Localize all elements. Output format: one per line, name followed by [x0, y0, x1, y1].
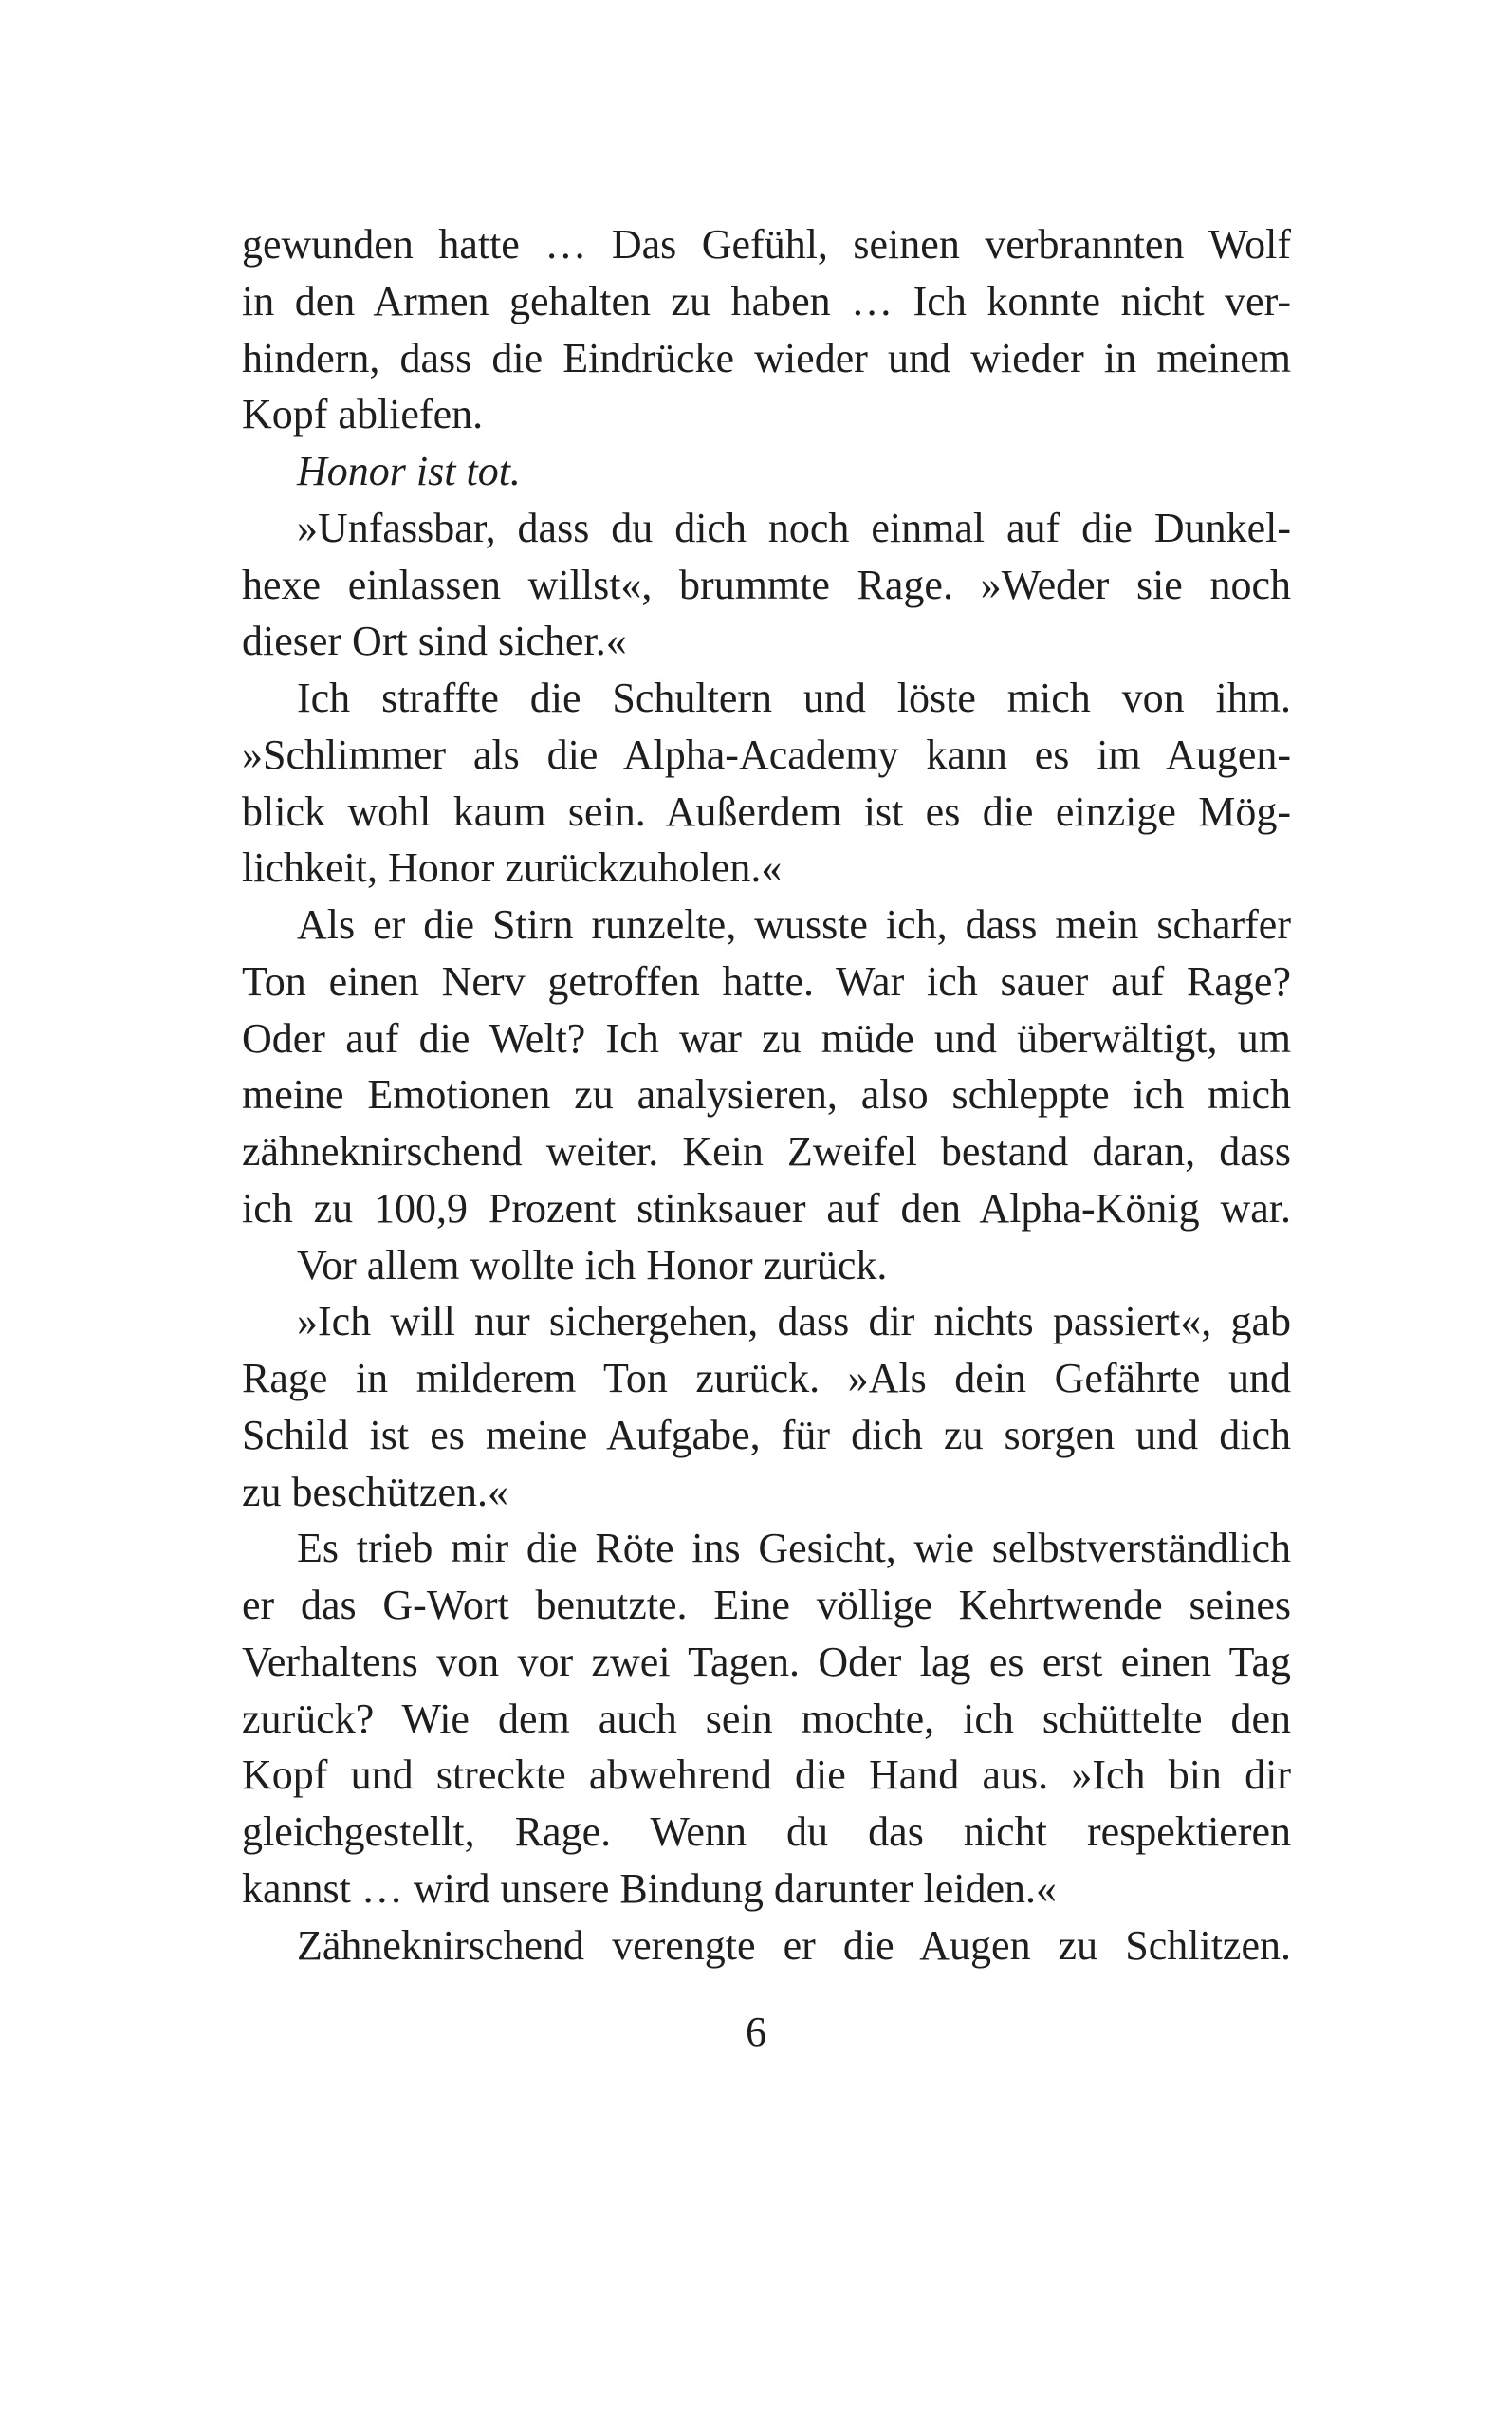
text-line: Als er die Stirn runzelte, wusste ich, dass mein scharfer: [297, 901, 1291, 948]
text-line: »Ich will nur sichergehen, dass dir nichts passiert«, gab: [297, 1298, 1291, 1345]
text-line: zähneknirschend weiter. Kein Zweifel bestand daran, dass: [242, 1128, 1291, 1175]
text-line: Schild ist es meine Aufgabe, für dich zu sorgen und dich: [242, 1411, 1291, 1458]
text-line: hexe einlassen willst«, brummte Rage. »Weder sie noch: [242, 561, 1291, 608]
text-line: Ton einen Nerv getroffen hatte. War ich sauer auf Rage?: [242, 957, 1291, 1005]
text-line: gewunden hatte … Das Gefühl, seinen verbrannten Wolf: [242, 221, 1291, 268]
text-line: Ich straffte die Schultern und löste mich von ihm.: [297, 675, 1291, 721]
text-line: Es trieb mir die Röte ins Gesicht, wie selbstverständlich: [297, 1525, 1291, 1572]
text-line: in den Armen gehalten zu haben … Ich konnte nicht ver-: [242, 277, 1291, 324]
text-line: »Unfassbar, dass du dich noch einmal auf die Dunkel-: [297, 504, 1291, 551]
text-line: dieser Ort sind sicher.«: [242, 618, 627, 665]
text-line: Zähneknirschend verengte er die Augen zu Schlitzen.: [297, 1921, 1291, 1969]
text-line: Rage in milderem Ton zurück. »Als dein Gefährte und: [242, 1355, 1291, 1401]
text-line: meine Emotionen zu analysieren, also schleppte ich mich: [242, 1071, 1291, 1119]
text-line: Kopf und streckte abwehrend die Hand aus. »Ich bin dir: [242, 1751, 1291, 1799]
text-line: Vor allem wollte ich Honor zurück.: [297, 1241, 888, 1288]
text-line: kannst … wird unsere Bindung darunter leiden.«: [242, 1864, 1058, 1912]
italic-text-line: Honor ist tot.: [297, 448, 521, 494]
text-line: Verhaltens von vor zwei Tagen. Oder lag es erst einen Tag: [242, 1638, 1291, 1685]
text-line: ich zu 100,9 Prozent stinksauer auf den Alpha-König war.: [242, 1184, 1291, 1232]
text-line: er das G-Wort benutzte. Eine völlige Kehrtwende seines: [242, 1582, 1291, 1628]
text-line: zurück? Wie dem auch sein mochte, ich schüttelte den: [242, 1695, 1291, 1742]
text-line: blick wohl kaum sein. Außerdem ist es die einzige Mög-: [242, 788, 1291, 835]
text-line: lichkeit, Honor zurückzuholen.«: [242, 844, 783, 892]
text-line: zu beschützen.«: [242, 1468, 508, 1515]
text-line: hindern, dass die Eindrücke wieder und wieder in meinem: [242, 334, 1291, 381]
text-line: gleichgestellt, Rage. Wenn du das nicht respektieren: [242, 1808, 1291, 1855]
body-text: [242, 216, 1291, 1974]
text-line: »Schlimmer als die Alpha-Academy kann es im Augen-: [242, 731, 1291, 778]
page-number: 6: [746, 2009, 766, 2055]
text-line: Kopf abliefen.: [242, 391, 484, 438]
text-line: Oder auf die Welt? Ich war zu müde und überwältigt, um: [242, 1014, 1291, 1062]
